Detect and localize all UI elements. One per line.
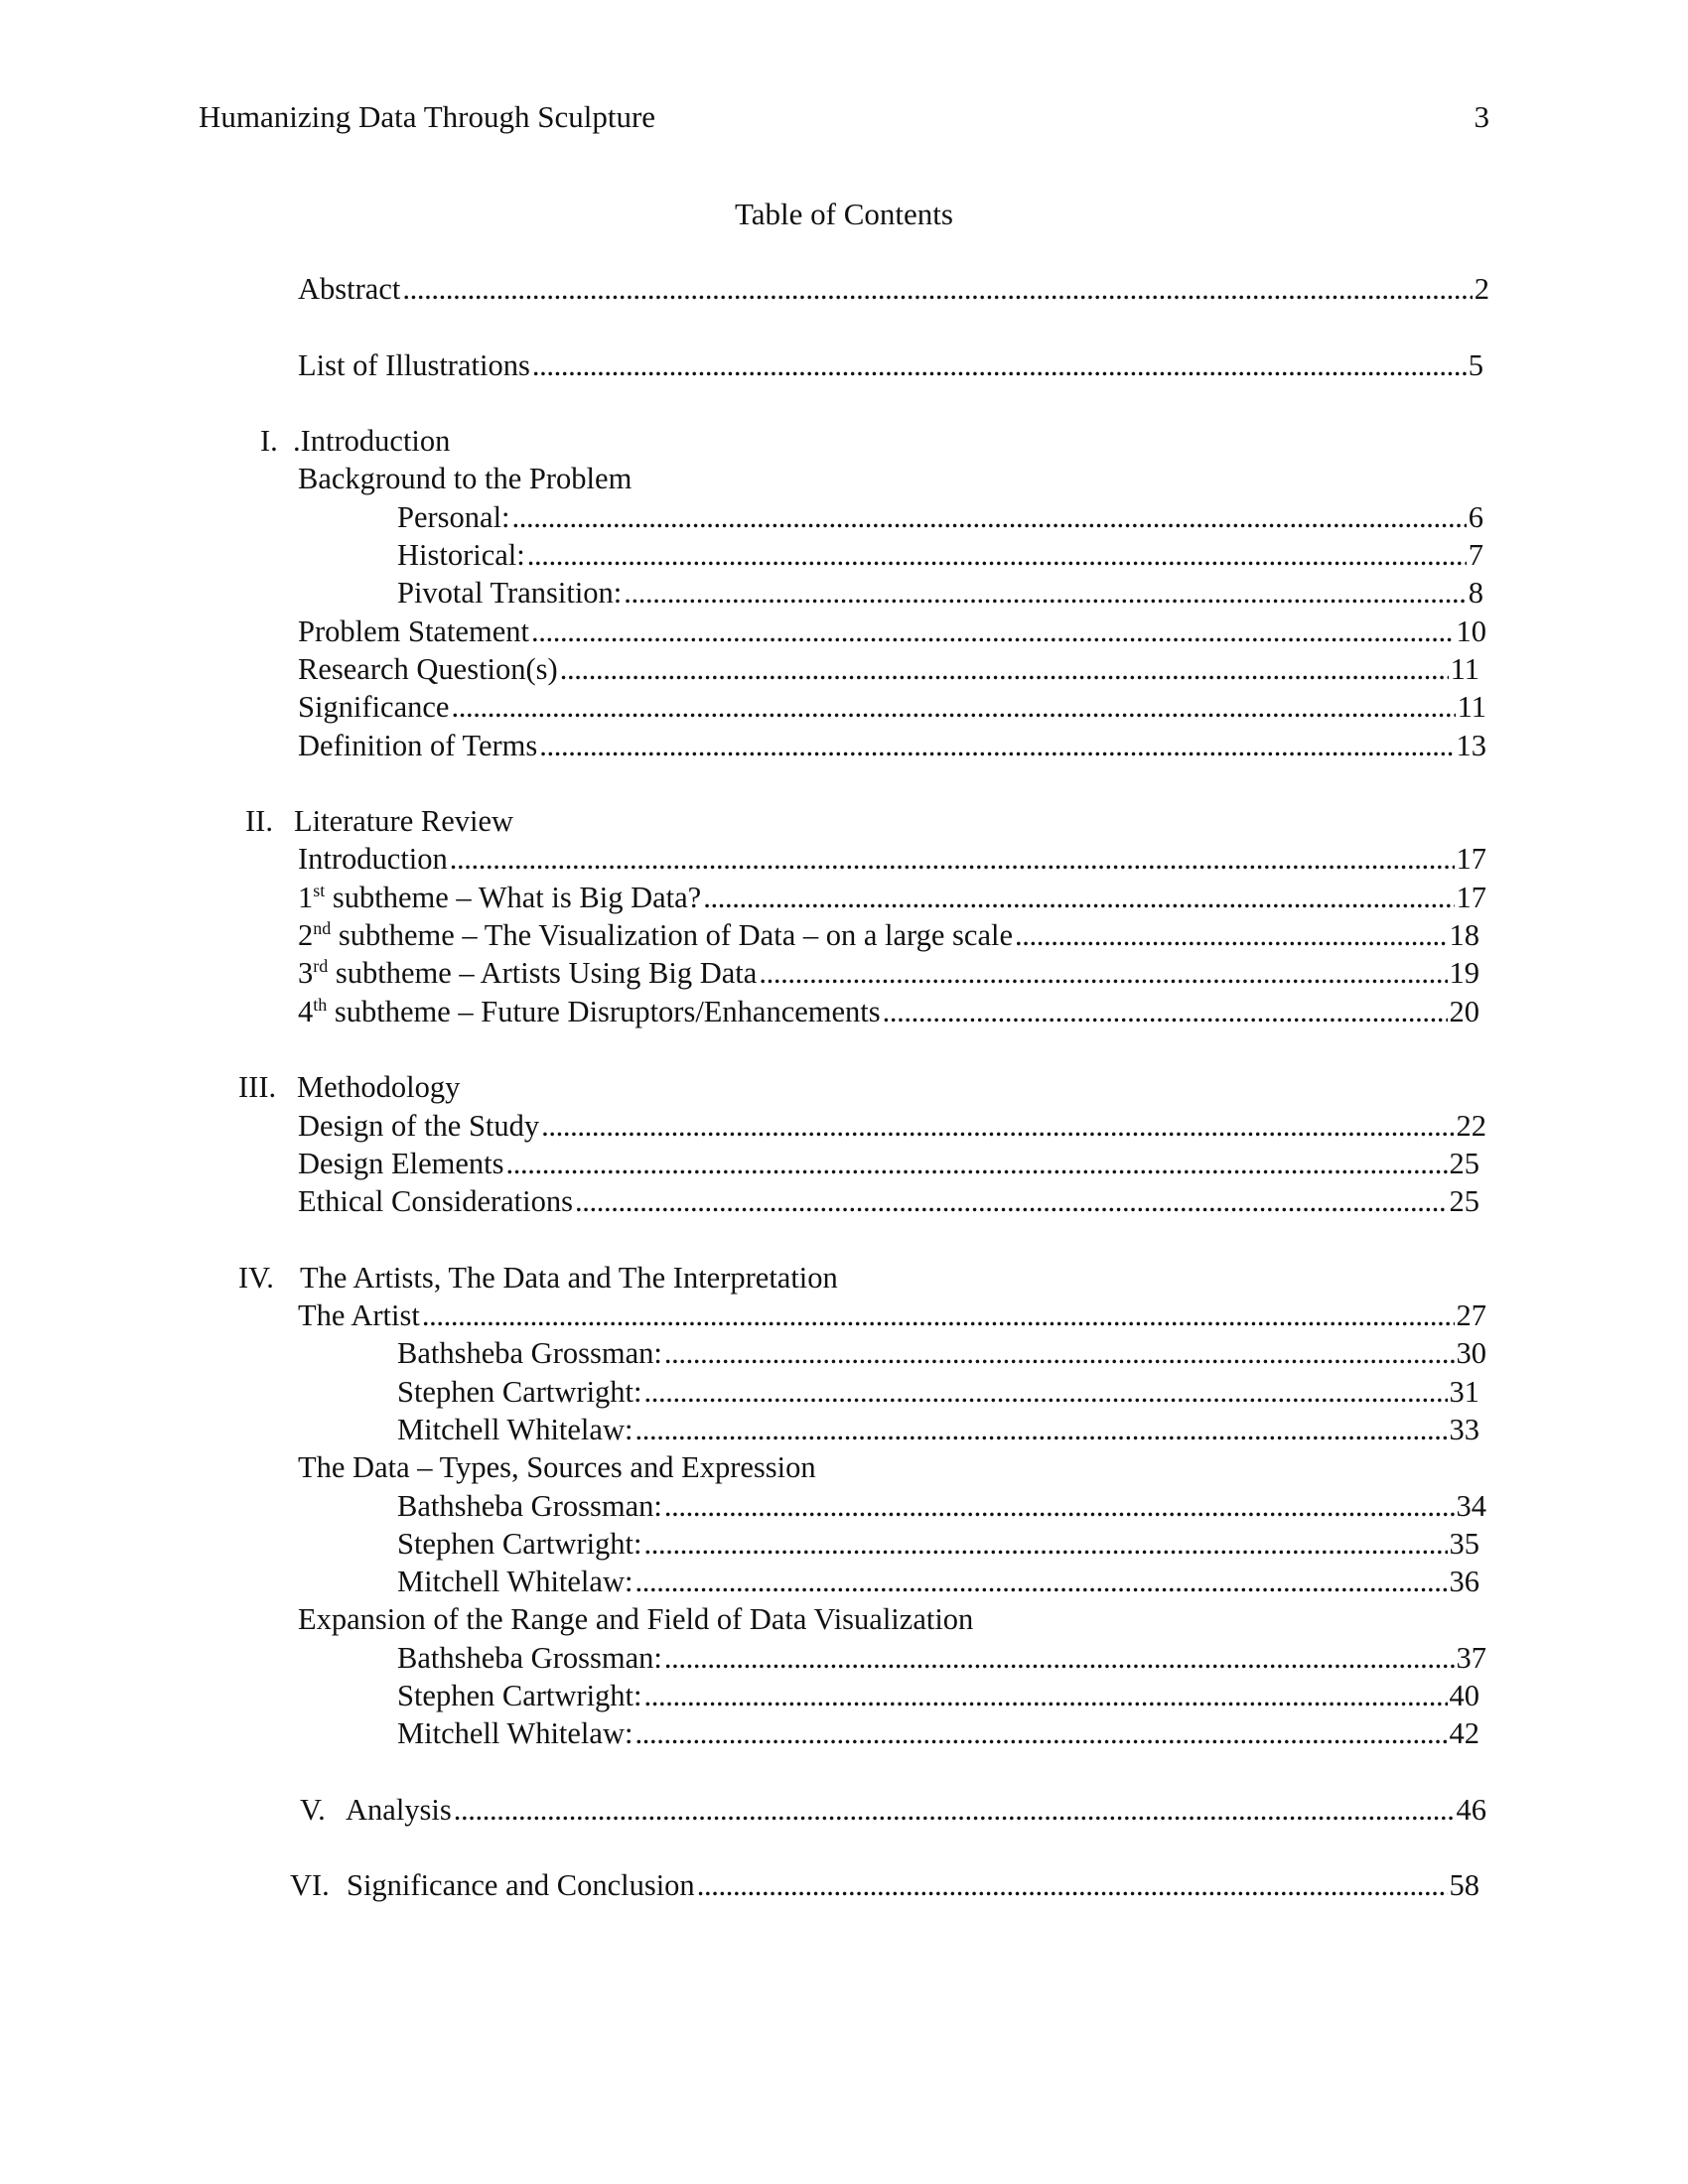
toc-entry-label: Ethical Considerations xyxy=(298,1184,573,1219)
toc-entry-label: Stephen Cartwright: xyxy=(397,1374,642,1409)
dot-leader xyxy=(539,729,1454,763)
toc-entry-page: 6 xyxy=(1468,499,1483,534)
toc-entry-label: Expansion of the Range and Field of Data Visualization xyxy=(298,1602,974,1637)
toc-entry-label: Bathsheba Grossman: xyxy=(397,1488,662,1523)
dot-leader xyxy=(450,842,1455,877)
dot-leader xyxy=(644,1679,1448,1713)
dot-leader xyxy=(451,690,1455,725)
toc-entry-ethical-considerations[interactable] xyxy=(0,1184,1688,1222)
toc-entry-page: 25 xyxy=(1449,1184,1479,1219)
toc-entry-label: List of Illustrations xyxy=(298,347,530,382)
running-head: Humanizing Data Through Sculpture xyxy=(199,99,656,134)
dot-leader xyxy=(634,1716,1447,1751)
toc-entry-page: 35 xyxy=(1449,1526,1479,1561)
toc-entry-definition-of-terms[interactable] xyxy=(0,729,1688,766)
dot-leader xyxy=(1015,918,1447,953)
toc-entry-page: 8 xyxy=(1468,576,1483,611)
subtheme-title: subtheme – Future Disruptors/Enhancements xyxy=(327,994,881,1028)
subtheme-title: subtheme – What is Big Data? xyxy=(325,880,702,914)
toc-entry-label: Bathsheba Grossman: xyxy=(397,1336,662,1371)
dot-leader xyxy=(402,272,1472,307)
toc-entry-page: 19 xyxy=(1449,956,1479,991)
section-numeral: VI. xyxy=(290,1868,330,1903)
toc-entry-page: 31 xyxy=(1449,1374,1479,1409)
toc-section-label: Literature Review xyxy=(294,804,514,839)
toc-entry-label: Mitchell Whitelaw: xyxy=(397,1565,633,1599)
toc-entry-label: Personal: xyxy=(397,499,510,534)
toc-entry-page: 27 xyxy=(1456,1298,1486,1333)
toc-section-analysis[interactable] xyxy=(0,1793,1688,1831)
toc-entry-subtheme-4[interactable] xyxy=(0,995,1688,1032)
ordinal-suffix: rd xyxy=(313,956,329,977)
section-numeral: IV. xyxy=(238,1260,274,1295)
toc-entry-page: 36 xyxy=(1449,1565,1479,1599)
ordinal-number: 3 xyxy=(298,956,314,991)
toc-title: Table of Contents xyxy=(735,197,953,231)
toc-entry-artist-cartwright[interactable] xyxy=(0,1375,1688,1413)
toc-entry-historical[interactable] xyxy=(0,538,1688,576)
toc-section-label: .Introduction xyxy=(293,424,451,459)
dot-leader xyxy=(575,1184,1448,1219)
toc-entry-page: 58 xyxy=(1449,1868,1479,1903)
toc-entry-page: 46 xyxy=(1456,1792,1486,1827)
toc-entry-label: Problem Statement xyxy=(298,614,529,648)
toc-entry-the-artist[interactable] xyxy=(0,1298,1688,1336)
dot-leader xyxy=(759,956,1447,991)
toc-entry-problem-statement[interactable] xyxy=(0,614,1688,652)
toc-entry-page: 20 xyxy=(1449,994,1479,1028)
toc-subheading-background[interactable] xyxy=(0,462,1688,499)
dot-leader xyxy=(454,1793,1455,1828)
toc-entry-page: 11 xyxy=(1450,651,1479,686)
toc-entry-artist-whitelaw[interactable] xyxy=(0,1413,1688,1450)
dot-leader xyxy=(883,995,1448,1029)
toc-entry-pivotal-transition[interactable] xyxy=(0,576,1688,614)
ordinal-suffix: th xyxy=(313,994,328,1015)
toc-section-methodology[interactable] xyxy=(0,1070,1688,1108)
toc-entry-page: 17 xyxy=(1456,880,1486,914)
toc-entry-label: Design of the Study xyxy=(298,1108,540,1143)
ordinal-number: 2 xyxy=(298,918,314,953)
toc-entry-data-cartwright[interactable] xyxy=(0,1527,1688,1565)
toc-entry-subtheme-3[interactable] xyxy=(0,956,1688,994)
toc-entry-page: 18 xyxy=(1449,918,1479,953)
toc-entry-design-elements[interactable] xyxy=(0,1147,1688,1184)
dot-leader xyxy=(664,1641,1455,1676)
dot-leader xyxy=(703,881,1454,915)
dot-leader xyxy=(506,1147,1448,1181)
toc-entry-research-questions[interactable] xyxy=(0,652,1688,690)
ordinal-suffix: st xyxy=(313,880,326,900)
toc-list xyxy=(0,272,1688,1907)
toc-subheading-data-types[interactable] xyxy=(0,1450,1688,1488)
toc-entry-label: Pivotal Transition: xyxy=(397,576,623,611)
toc-entry-label: Stephen Cartwright: xyxy=(397,1526,642,1561)
toc-entry-label: Design Elements xyxy=(298,1146,504,1180)
dot-leader xyxy=(644,1527,1448,1562)
toc-section-label: Significance and Conclusion xyxy=(347,1868,695,1903)
dot-leader xyxy=(644,1375,1448,1410)
toc-section-label: Analysis xyxy=(346,1792,452,1827)
toc-entry-label xyxy=(298,956,757,991)
toc-section-label: Methodology xyxy=(297,1070,461,1105)
dot-leader xyxy=(531,614,1455,649)
ordinal-suffix: nd xyxy=(313,918,332,939)
toc-entry-lit-introduction[interactable] xyxy=(0,842,1688,880)
toc-entry-page: 34 xyxy=(1456,1488,1486,1523)
dot-leader xyxy=(664,1336,1455,1371)
toc-entry-page: 25 xyxy=(1449,1146,1479,1180)
toc-entry-label: Mitchell Whitelaw: xyxy=(397,1716,633,1751)
dot-leader xyxy=(512,500,1467,535)
toc-entry-page: 33 xyxy=(1449,1412,1479,1446)
toc-section-conclusion[interactable] xyxy=(0,1868,1688,1906)
ordinal-number: 1 xyxy=(298,880,314,914)
toc-entry-artist-grossman[interactable] xyxy=(0,1336,1688,1374)
toc-entry-abstract[interactable] xyxy=(0,272,1688,310)
section-numeral: II. xyxy=(245,804,273,839)
toc-entry-page: 5 xyxy=(1468,347,1483,382)
toc-entry-page: 42 xyxy=(1449,1716,1479,1751)
toc-entry-subtheme-2[interactable] xyxy=(0,918,1688,956)
toc-entry-page: 40 xyxy=(1449,1678,1479,1712)
toc-section-introduction[interactable] xyxy=(0,424,1688,462)
dot-leader xyxy=(527,538,1467,573)
toc-entry-label: Stephen Cartwright: xyxy=(397,1678,642,1712)
dot-leader xyxy=(532,348,1467,383)
dot-leader xyxy=(697,1868,1448,1903)
toc-entry-label: The Data – Types, Sources and Expression xyxy=(298,1450,816,1485)
toc-entry-label xyxy=(298,918,1013,953)
toc-entry-illustrations[interactable] xyxy=(0,348,1688,386)
ordinal-number: 4 xyxy=(298,994,314,1028)
toc-entry-label: Historical: xyxy=(397,538,525,573)
dot-leader xyxy=(634,1413,1447,1447)
toc-entry-data-grossman[interactable] xyxy=(0,1489,1688,1527)
toc-entry-page: 13 xyxy=(1456,728,1486,762)
toc-entry-label: Research Question(s) xyxy=(298,651,558,686)
toc-entry-label: Abstract xyxy=(298,272,401,306)
toc-entry-significance[interactable] xyxy=(0,690,1688,728)
toc-entry-personal[interactable] xyxy=(0,500,1688,538)
section-numeral: III. xyxy=(238,1070,277,1105)
toc-entry-page: 11 xyxy=(1457,690,1486,725)
toc-entry-subtheme-1[interactable] xyxy=(0,881,1688,918)
toc-subheading-expansion[interactable] xyxy=(0,1602,1688,1640)
dot-leader xyxy=(624,576,1466,611)
toc-entry-expansion-cartwright[interactable] xyxy=(0,1679,1688,1716)
section-numeral: V. xyxy=(300,1792,326,1827)
toc-entry-data-whitelaw[interactable] xyxy=(0,1565,1688,1602)
dot-leader xyxy=(560,652,1449,687)
toc-entry-expansion-grossman[interactable] xyxy=(0,1641,1688,1679)
section-numeral: I. xyxy=(260,424,278,459)
toc-section-literature-review[interactable] xyxy=(0,804,1688,842)
toc-entry-label: The Artist xyxy=(298,1298,420,1333)
subtheme-title: subtheme – Artists Using Big Data xyxy=(328,956,758,991)
toc-section-artists-data[interactable] xyxy=(0,1261,1688,1298)
toc-section-label: The Artists, The Data and The Interpretation xyxy=(300,1260,838,1295)
toc-entry-label: Mitchell Whitelaw: xyxy=(397,1412,633,1446)
toc-entry-label xyxy=(298,881,701,915)
toc-entry-page: 17 xyxy=(1456,842,1486,877)
toc-entry-page: 7 xyxy=(1468,538,1483,573)
toc-entry-label xyxy=(298,995,881,1029)
toc-entry-page: 22 xyxy=(1456,1108,1486,1143)
toc-entry-design-of-study[interactable] xyxy=(0,1109,1688,1147)
dot-leader xyxy=(541,1109,1454,1144)
toc-entry-label: Bathsheba Grossman: xyxy=(397,1640,662,1675)
dot-leader xyxy=(422,1298,1455,1333)
toc-entry-page: 37 xyxy=(1456,1640,1486,1675)
toc-entry-label: Definition of Terms xyxy=(298,728,538,762)
toc-entry-label: Significance xyxy=(298,690,450,725)
toc-entry-page: 2 xyxy=(1474,272,1489,306)
dot-leader xyxy=(664,1489,1455,1524)
page-number: 3 xyxy=(1474,99,1489,134)
toc-entry-page: 10 xyxy=(1456,614,1486,648)
toc-entry-label: Background to the Problem xyxy=(298,462,633,496)
toc-entry-page: 30 xyxy=(1456,1336,1486,1371)
toc-entry-expansion-whitelaw[interactable] xyxy=(0,1716,1688,1754)
subtheme-title: subtheme – The Visualization of Data – on a large scale xyxy=(331,918,1014,953)
dot-leader xyxy=(634,1565,1447,1599)
toc-entry-label: Introduction xyxy=(298,842,448,877)
